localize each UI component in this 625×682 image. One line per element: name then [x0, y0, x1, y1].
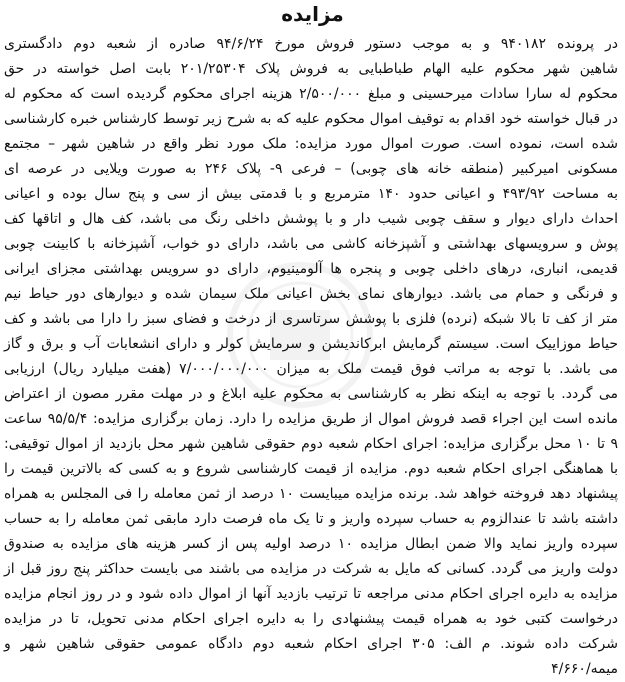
- notice-line: پوش و سرویسهای بهداشتی و آشپزخانه کاشی می باشد، دارای دو خواب، آشپزخانه با کابینت چوبی: [4, 236, 618, 252]
- notice-line: محکوم له سارا سادات میرحسینی و مبلغ ۲/۵۰۰/۰۰۰ هزینه اجرای محکوم گردیده است که محکوم له: [4, 86, 618, 102]
- notice-line: مانده است این اجراء قصد فروش اموال از طریق مزایده را دارد. زمان برگزاری مزایده: ۹۵/۵/۴ ساعت: [4, 411, 619, 427]
- notice-line: احداث دارای دیوار و سقف چوبی شیب دار و با پوشش داخلی رنگ می باشد، کف هال و اتاقها کف: [4, 211, 618, 227]
- notice-line: در قبال خواسته خود اقدام به توقیف اموال محکوم علیه که به شرح زیر توسط کارشناس خبره کارشناسی: [4, 111, 618, 127]
- notice-line: در پرونده ۹۴۰۱۸۲ و به موجب دستور فروش مورخ ۹۴/۶/۲۴ صادره از شعبه دوم دادگستری: [4, 36, 618, 52]
- notice-line: می باشد. با توجه به مراتب فوق قیمت ملک به میزان ۷/۰۰۰/۰۰۰/۰۰۰ (هفت میلیارد ریال) ارزیابی: [4, 361, 618, 377]
- notice-line: درخواست کتبی خود به همراه قیمت پیشنهادی را به دایره اجرای احکام مدنی تحویل، تا در مزایده: [4, 611, 618, 627]
- notice-line: متر از کف تا بالا شبکه (نرده) فلزی با پوشش سرتاسری از درخت و فضای سبز را دارا می باشد و کف: [4, 311, 618, 327]
- notice-line: شده است، نموده است. صورت اموال مورد مزایده: ملک مورد نظر واقع در شاهین شهر – مجتمع: [4, 136, 618, 152]
- notice-line: حیاط موزاییک است. سیستم گرمایش ابرکاندیشن و سرمایش کولر و دارای انشعابات آب و برق و گاز: [4, 336, 618, 352]
- notice-line: داشته باشد تا عندالزوم به حساب سپرده واریز و تا یک ماه فرصت دارد مابقی ثمن معامله را به حساب: [4, 511, 618, 527]
- notice-body: [4, 32, 619, 677]
- notice-line: مزایده به دایره اجرای احکام مدنی مراجعه تا ترتیب بازدید آنها از اموال داده شود و در روز انجام مزایده: [4, 586, 618, 602]
- notice-line: ۹ تا ۱۰ محل برگزاری مزایده: اجرای احکام شعبه دوم حقوقی شاهین شهر محل بازدید از اموال توقیفی:: [4, 436, 619, 452]
- notice-line: و فرنگی و حمام می باشد. دیوارهای نمای بخش اعیانی ملک سیمان شده و دیوارهای دور حیاط نیم: [4, 286, 618, 302]
- notice-line: قدیمی، انباری، درهای داخلی چوبی و پنجره ها آلومینیوم، دارای دو سرویس بهداشتی مجزای ایرانی: [4, 261, 618, 277]
- notice-line: شاهین شهر محکوم علیه الهام طباطبایی به فروش پلاک ۲۰۱/۲۵۳۰۴ بابت اصل خواسته در حق: [4, 61, 618, 77]
- page-title: مزایده: [281, 2, 344, 26]
- notice-line: مسکونی امیرکبیر (منطقه خانه های چوبی) – فرعی ۹- پلاک ۲۴۶ به صورت ویلایی در عرصه ای: [4, 161, 618, 177]
- notice-line: می گردد. با توجه به اینکه نظر به کارشناسی به محکوم علیه ابلاغ و در مهلت مقرر مصون از اعتراض: [4, 386, 618, 402]
- notice-line: با هماهنگی اجرای احکام شعبه دوم. مزایده از قیمت کارشناسی شروع و به کسی که بالاترین قیمت را: [4, 461, 618, 477]
- notice-line: شرکت داده شوند. م الف: ۳۰۵ اجرای احکام شعبه دوم دادگاه عمومی حقوقی شاهین شهر و: [4, 636, 618, 652]
- notice-line-final: میمه/۴/۶۶۰: [551, 661, 618, 677]
- notice-line: سپرده واریز نماید والا ضمن ابطال مزایده ۱۰ درصد اولیه پس از کسر هزینه های مزایده به صندوق: [4, 536, 618, 552]
- notice-line: پیشنهاد دهد فروخته خواهد شد. برنده مزایده میبایست ۱۰ درصد از ثمن معامله را فی المجلس به همراه: [4, 486, 618, 502]
- notice-line: به مساحت ۴۹۳/۹۲ و اعیانی حدود ۱۴۰ مترمربع و با قدمتی بیش از سی و پنج سال بوده و اعیانی: [4, 186, 618, 202]
- notice-line: دولت واریز می گردد. کسانی که مایل به شرکت در مزایده می باشند می بایست حداکثر پنج روز قبل از: [4, 561, 618, 577]
